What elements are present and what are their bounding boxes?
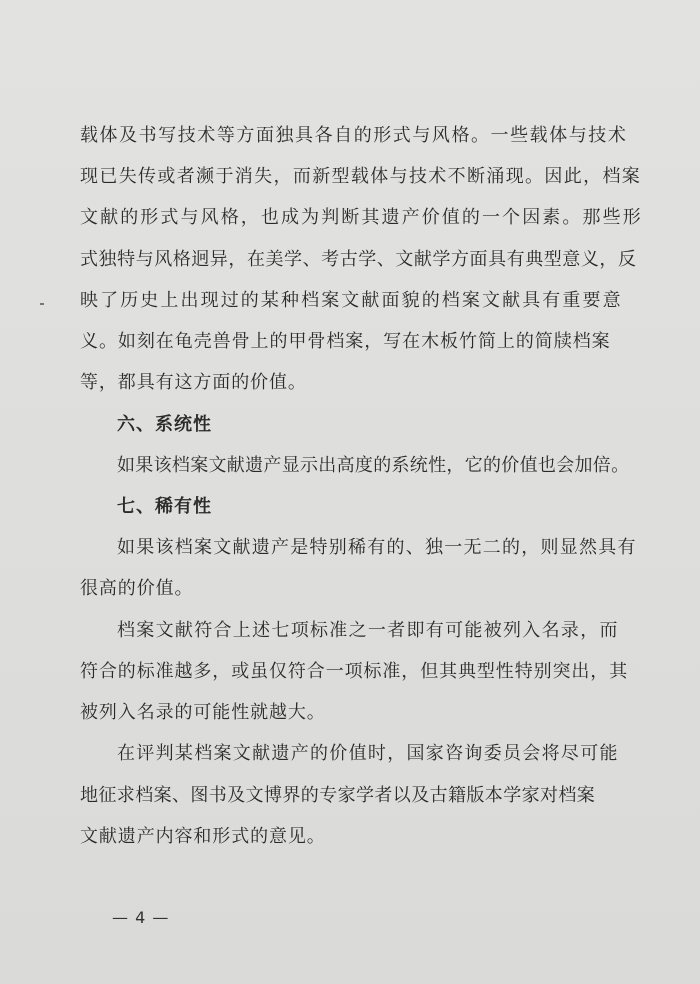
text-line: 文献遗产内容和形式的意见。 <box>80 826 326 847</box>
text-line: 在评判某档案文献遗产的价值时，国家咨询委员会将尽可能 <box>117 743 619 764</box>
text-line: 式独特与风格迥异，在美学、考古学、文献学方面具有典型意义，反 <box>80 249 637 270</box>
section-heading: 七、稀有性 <box>117 496 212 517</box>
text-line: 符合的标准越多，或虽仅符合一项标准，但其典型性特别突出，其 <box>80 661 629 682</box>
section-heading: 六、系统性 <box>117 414 212 435</box>
text-line: 如果该档案文献遗产是特别稀有的、独一无二的，则显然具有 <box>117 537 637 558</box>
text-line: 载体及书写技术等方面独具各自的形式与风格。一些载体与技术 <box>80 125 628 146</box>
text-line: 档案文献符合上述七项标准之一者即有可能被列入名录，而 <box>117 620 619 641</box>
text-line: 地征求档案、图书及文博界的专家学者以及古籍版本学家对档案 <box>80 785 596 806</box>
page-number: — 4 — <box>112 908 170 927</box>
text-line: 如果该档案文献遗产显示出高度的系统性，它的价值也会加倍。 <box>117 455 630 476</box>
text-line: 映了历史上出现过的某种档案文献面貌的档案文献具有重要意 <box>80 290 623 311</box>
text-line: 等，都具有这方面的价值。 <box>80 372 307 393</box>
scan-edge-mark <box>40 303 44 305</box>
text-line: 现已失传或者濒于消失，而新型载体与技术不断涌现。因此，档案 <box>80 166 642 187</box>
text-line: 很高的价值。 <box>80 578 194 599</box>
text-line: 文献的形式与风格，也成为判断其遗产价值的一个因素。那些形 <box>80 207 643 228</box>
text-line: 被列入名录的可能性就越大。 <box>80 702 326 723</box>
text-line: 义。如刻在龟壳兽骨上的甲骨档案，写在木板竹简上的简牍档案 <box>80 331 611 352</box>
